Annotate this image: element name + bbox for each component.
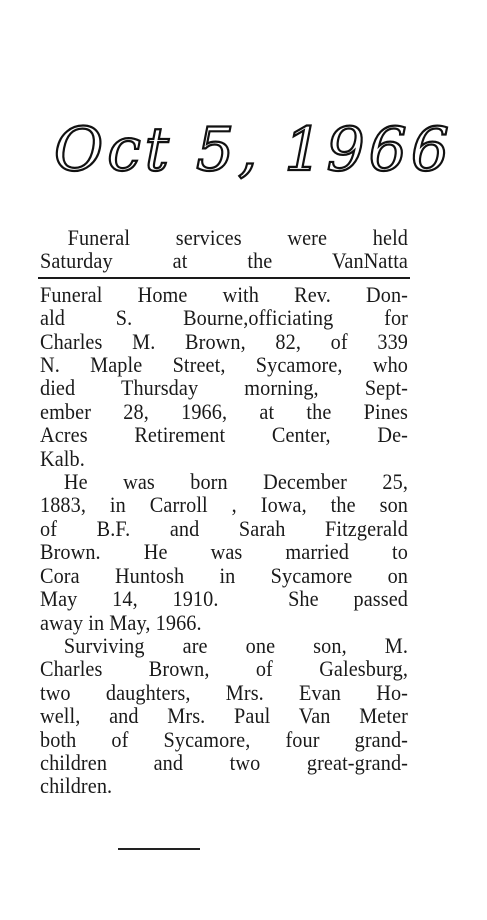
- body-line: children and two great-grand-: [40, 749, 408, 775]
- body-line: of B.F. and Sarah Fitzgerald: [40, 515, 408, 541]
- body-line: He was born December 25,: [63, 469, 409, 495]
- body-line: Funeral Home with Rev. Don-: [40, 281, 408, 307]
- headline-line: Funeral services were held: [67, 225, 408, 250]
- body-line: away in May, 1966.: [40, 609, 202, 635]
- body-line: ald S. Bourne,officiating for: [40, 305, 408, 331]
- body-line: ember 28, 1966, at the Pines: [40, 398, 408, 424]
- body-line: children.: [40, 773, 113, 799]
- body-line: Acres Retirement Center, De-: [40, 422, 408, 448]
- column-rule: [38, 277, 410, 279]
- body-line: Charles Brown, of Galesburg,: [40, 656, 408, 682]
- newspaper-clipping: [40, 226, 408, 798]
- body-line: Kalb.: [40, 445, 85, 471]
- end-rule: [118, 848, 200, 850]
- body-line: both of Sycamore, four grand-: [40, 726, 408, 752]
- body-line: N. Maple Street, Sycamore, who: [40, 352, 408, 378]
- body-line: Surviving are one son, M.: [63, 632, 409, 658]
- body-line: two daughters, Mrs. Evan Ho-: [40, 679, 408, 705]
- handwritten-date: [50, 108, 453, 188]
- body-line: Charles M. Brown, 82, of 339: [40, 328, 408, 354]
- body-line: died Thursday morning, Sept-: [40, 375, 408, 401]
- handwritten-date-text: Oct 5, 1966: [54, 115, 453, 185]
- headline-line: Saturday at the VanNatta: [40, 248, 408, 274]
- body-line: May 14, 1910. She passed: [40, 586, 408, 612]
- body-line: 1883, in Carroll , Iowa, the son: [40, 492, 408, 518]
- body-line: Brown. He was married to: [40, 539, 408, 565]
- body-line: well, and Mrs. Paul Van Meter: [40, 703, 408, 729]
- body-line: Cora Huntosh in Sycamore on: [40, 562, 408, 588]
